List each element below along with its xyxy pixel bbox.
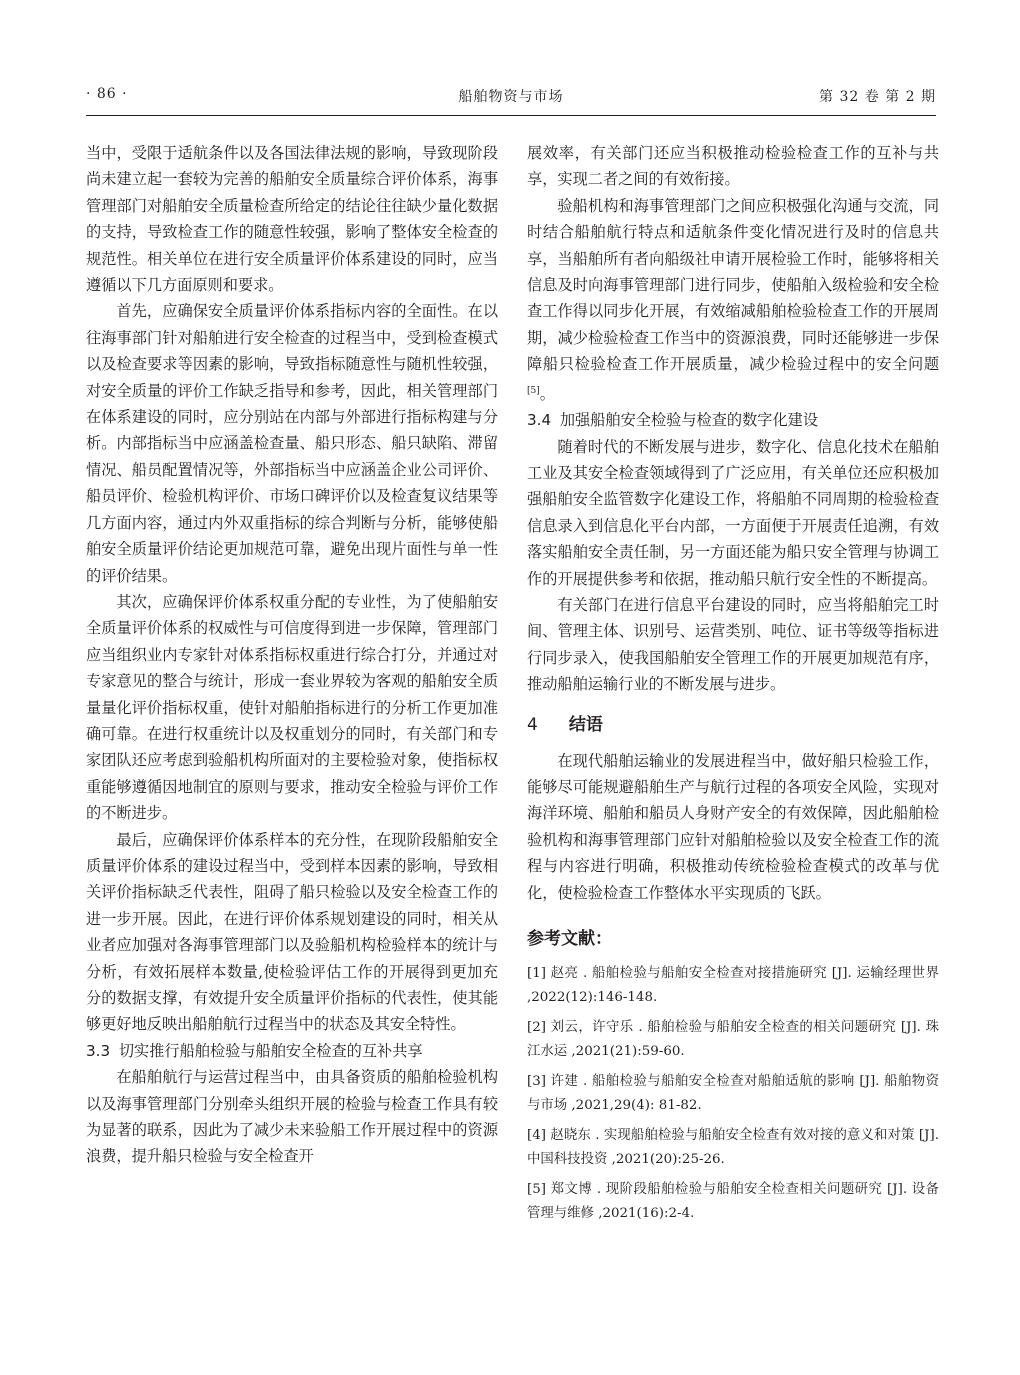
section-heading-3-3 (86, 1038, 498, 1064)
reference-item: [5] 郑文博 . 现阶段船舶检验与船舶安全检查相关问题研究 [J]. 设备管理与维修 ,2021(16):2-4. (527, 1182, 939, 1222)
reference-item: [4] 赵晓东 . 实现船舶检验与船舶安全检查有效对接的意义和对策 [J]. 中国科技投资 ,2021(20):25-26. (527, 1128, 939, 1168)
left-column (86, 140, 498, 1170)
right-column (527, 140, 939, 1232)
paragraph: 展效率，有关部门还应当积极推动检验检查工作的互补与共享，实现二者之间的有效衔接。 (527, 144, 939, 189)
citation: [5] (527, 385, 540, 396)
header-rule (86, 115, 936, 116)
reference-item: [3] 许建 . 船舶检验与船舶安全检查对船舶适航的影响 [J]. 船舶物资与市场 ,2021,29(4): 81-82. (527, 1074, 939, 1114)
paragraph-text: 验船机构和海事管理部门之间应积极强化沟通与交流，同时结合船舶航行特点和适航条件变化情况进行及时的信息共享，当船舶所有者向船级社申请开展检验工作时，能够将相关信息及时向海事管理部门进行同步，使船舶入级检验和安全检查工作得以同步化开展，有效缩减船舶检验检查工作的开展周期，减少检验检查工作当中的资源浪费，同时还能够进一步保障船只检验检查工作开展质量，减少检验过程中的安全问题 (527, 196, 939, 374)
section-title: 结语 (568, 714, 603, 735)
paragraph: 其次，应确保评价体系权重分配的专业性，为了使船舶安全质量评价体系的权威性与可信度得到进一步保障，管理部门应当组织业内专家针对体系指标权重进行综合打分，并通过对专家意见的整合与统计，形成一套业界较为客观的船舶安全质量量化评价指标权重，使针对船舶指标进行的分析工作更加准确可靠。在进行权重统计以及权重划分的同时，有关部门和专家团队还应考虑到验船机构所面对的主要检验对象，使指标权重能够遵循因地制宜的原则与要求，推动安全检验与评价工作的不断进步。 (86, 592, 498, 823)
section-title: 切实推行船舶检验与船舶安全检查的互补共享 (118, 1041, 423, 1060)
journal-name: 船舶物资与市场 (458, 89, 564, 105)
running-header (86, 86, 936, 110)
paragraph (527, 193, 939, 407)
reference-item: [1] 赵亮 . 船舶检验与船舶安全检查对接措施研究 [J]. 运输经理世界 ,2022(12):146-148. (527, 966, 939, 1006)
paragraph-end: 。 (539, 384, 555, 403)
section-title: 加强船舶安全检验与检查的数字化建设 (559, 411, 819, 430)
paragraph: 随着时代的不断发展与进步，数字化、信息化技术在船舶工业及其安全检查领域得到了广泛应用，有关单位还应积极加强船舶安全监管数字化建设工作，将船舶不同周期的检验检查信息录入到信息化平台内部，一方面便于开展责任追溯，有效落实船舶安全责任制，另一方面还能为船只安全管理与协调工作的开展提供参考和依据，推动船只航行安全性的不断提高。 (527, 437, 939, 588)
section-number: 3.3 (86, 1041, 111, 1060)
page-number: · 86 · (86, 86, 128, 102)
paragraph: 在船舶航行与运营过程当中，由具备资质的船舶检验机构以及海事管理部门分别牵头组织开展的检验与检查工作具有较为显著的联系，因此为了减少未来验船工作开展过程中的资源浪费，提升船只检验与安全检查开 (86, 1068, 498, 1166)
paragraph: 最后，应确保评价体系样本的充分性，在现阶段船舶安全质量评价体系的建设过程当中，受到样本因素的影响，导致相关评价指标缺乏代表性，阻碍了船只检验以及安全检查工作的进一步开展。因此，在进行评价体系规划建设的同时，相关从业者应加强对各海事管理部门以及验船机构检验样本的统计与分析，有效拓展样本数量,使检验评估工作的开展得到更加充分的数据支撑，有效提升安全质量评价指标的代表性，使其能够更好地反映出船舶航行过程当中的状态及其安全特性。 (86, 830, 498, 1034)
references-heading: 参考文献： (527, 929, 612, 950)
paragraph: 有关部门在进行信息平台建设的同时，应当将船舶完工时间、管理主体、识别号、运营类别、吨位、证书等级等指标进行同步录入，使我国船舶安全管理工作的开展更加规范有序，推动船舶运输行业的不断发展与进步。 (527, 595, 939, 694)
reference-item: [2] 刘云，许守乐 . 船舶检验与船舶安全检查的相关问题研究 [J]. 珠江水运 ,2021(21):59-60. (527, 1020, 939, 1060)
paragraph: 在现代船舶运输业的发展进程当中，做好船只检验工作，能够尽可能规避船舶生产与航行过程的各项安全风险，实现对海洋环境、船舶和船员人身财产安全的有效保障，因此船舶检验机构和海事管理部门应针对船舶检验以及安全检查工作的流程与内容进行明确，积极推动传统检验检查模式的改革与优化，使检验检查工作整体水平实现质的飞跃。 (527, 751, 939, 902)
paragraph: 当中，受限于适航条件以及各国法律法规的影响，导致现阶段尚未建立起一套较为完善的船舶安全质量综合评价体系，海事管理部门对船舶安全质量检查所给定的结论往往缺少量化数据的支持，导致检查工作的随意性较强，影响了整体安全检查的规范性。相关单位在进行安全质量评价体系建设的同时，应当遵循以下几方面原则和要求。 (86, 144, 498, 295)
section-number: 4 (527, 714, 538, 735)
section-heading-4 (527, 712, 939, 738)
volume-issue: 第 32 卷 第 2 期 (819, 89, 936, 105)
paragraph: 首先，应确保安全质量评价体系指标内容的全面性。在以往海事部门针对船舶进行安全检查的过程当中，受到检查模式以及检查要求等因素的影响，导致指标随意性与随机性较强，对安全质量的评价工作缺乏指导和参考，因此，相关管理部门在体系建设的同时，应分别站在内部与外部进行指标构建与分析。内部指标当中应涵盖检查量、船只形态、船只缺陷、滞留情况、船员配置情况等，外部指标当中应涵盖企业公司评价、船员评价、检验机构评价、市场口碑评价以及检查复议结果等几方面内容，通过内外双重指标的综合判断与分析，能够使船舶安全质量评价结论更加规范可靠，避免出现片面性与单一性的评价结果。 (86, 302, 498, 585)
section-heading-3-4 (527, 407, 939, 433)
section-number: 3.4 (527, 411, 552, 430)
